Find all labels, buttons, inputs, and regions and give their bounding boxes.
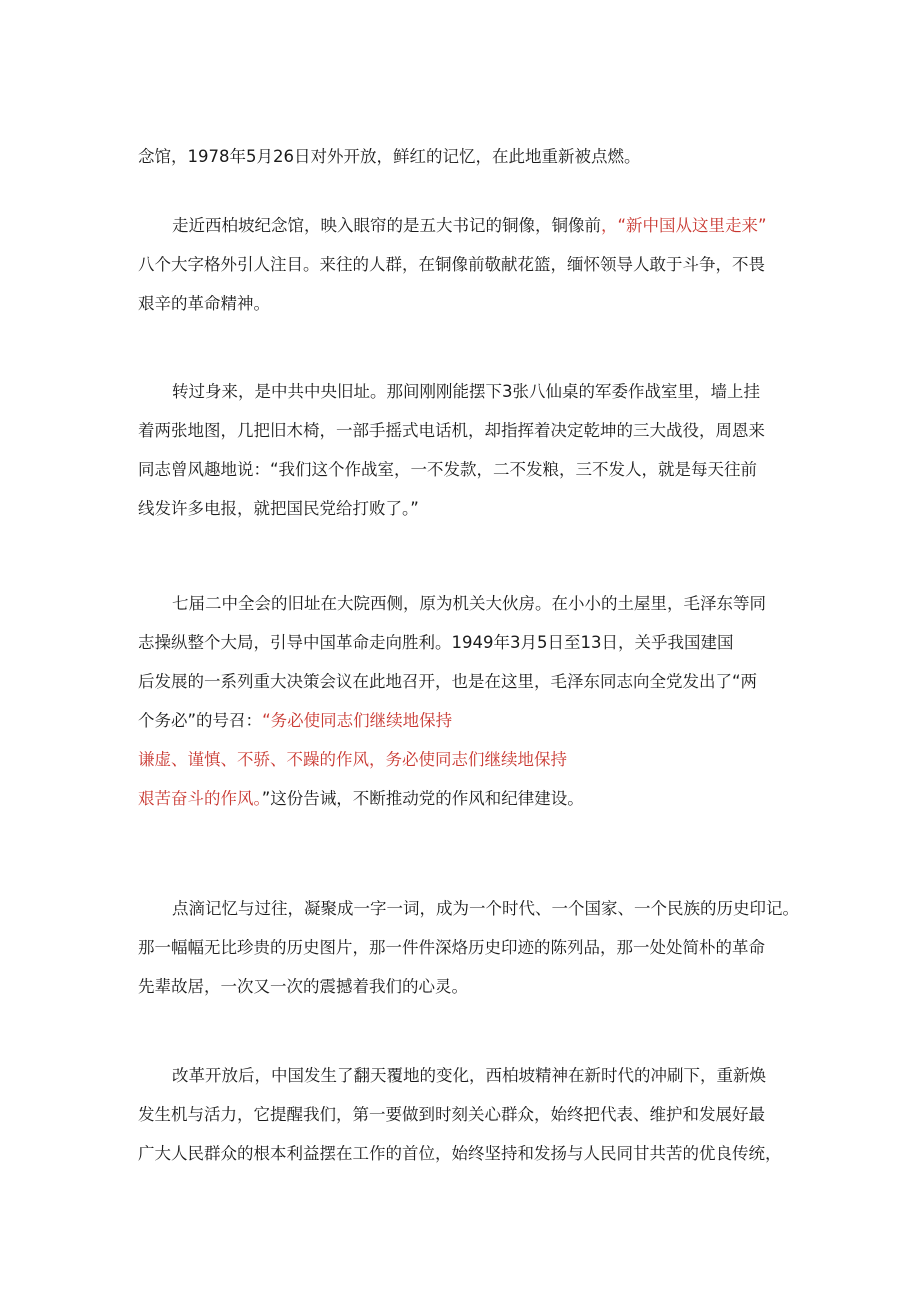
text-line: 艰辛的革命精神。	[138, 294, 270, 313]
paragraph-war-room	[138, 372, 788, 528]
text-line: 志操纵整个大局，引导中国革命走向胜利。1949年3月5日至13日，关乎我国建国	[138, 633, 734, 652]
text-line: 同志曾风趣地说：“我们这个作战室，一不发款，二不发粮，三不发人，就是每天往前	[138, 460, 758, 479]
text-line: 那一幅幅无比珍贵的历史图片，那一件件深烙历史印迹的陈列品，那一处处简朴的革命	[138, 938, 765, 957]
text-line: 八个大字格外引人注目。来往的人群，在铜像前敬献花篮，缅怀领导人敢于斗争，不畏	[138, 255, 765, 274]
text-line: 艰苦奋斗的作风。”这份告诫，不断推动党的作风和纪律建设。	[138, 789, 584, 808]
highlight-quote: “务必使同志们继续地保持	[262, 711, 453, 730]
paragraph-reform-era	[138, 1056, 788, 1173]
text-line: 后发展的一系列重大决策会议在此地召开，也是在这里，毛泽东同志向全党发出了“两	[138, 672, 758, 691]
text-line: 广大人民群众的根本利益摆在工作的首位，始终坚持和发扬与人民同甘共苦的优良传统，	[138, 1144, 782, 1163]
paragraph-second-plenum	[138, 584, 788, 818]
text-line: 线发许多电报，就把国民党给打败了。”	[138, 499, 419, 518]
highlight-quote: 艰苦奋斗的作风。	[138, 789, 262, 808]
text-line: 个务必”的号召：“务必使同志们继续地保持	[138, 711, 453, 730]
paragraph-bronze-statues	[138, 206, 788, 323]
text-line: 走近西柏坡纪念馆，映入眼帘的是五大书记的铜像，铜像前，“新中国从这里走来”	[172, 216, 767, 235]
text-line	[138, 740, 788, 779]
text-line: 念馆，1978年5月26日对外开放，鲜红的记忆，在此地重新被点燃。	[138, 147, 641, 166]
text-line: 发生机与活力，它提醒我们，第一要做到时刻关心群众，始终把代表、维护和发展好最	[138, 1105, 765, 1124]
text-line: 先辈故居，一次又一次的震撼着我们的心灵。	[138, 977, 468, 996]
text-line: 七届二中全会的旧址在大院西侧，原为机关大伙房。在小小的土屋里，毛泽东等同	[172, 594, 766, 613]
highlight-quote: 谦虚、谨慎、不骄、不躁的作风，务必使同志们继续地保持	[138, 750, 567, 769]
paragraph-memories	[138, 889, 799, 1006]
highlight-quote: ，“新中国从这里走来”	[601, 216, 767, 235]
paragraph-museum-opening	[138, 137, 788, 176]
text-line: 点滴记忆与过往，凝聚成一字一词，成为一个时代、一个国家、一个民族的历史印记。	[172, 899, 799, 918]
text-line: 着两张地图，几把旧木椅，一部手摇式电话机，却指挥着决定乾坤的三大战役，周恩来	[138, 421, 765, 440]
text-line: 改革开放后，中国发生了翻天覆地的变化，西柏坡精神在新时代的冲刷下，重新焕	[172, 1066, 766, 1085]
text-line: 转过身来，是中共中央旧址。那间刚刚能摆下3张八仙桌的军委作战室里，墙上挂	[172, 382, 760, 401]
